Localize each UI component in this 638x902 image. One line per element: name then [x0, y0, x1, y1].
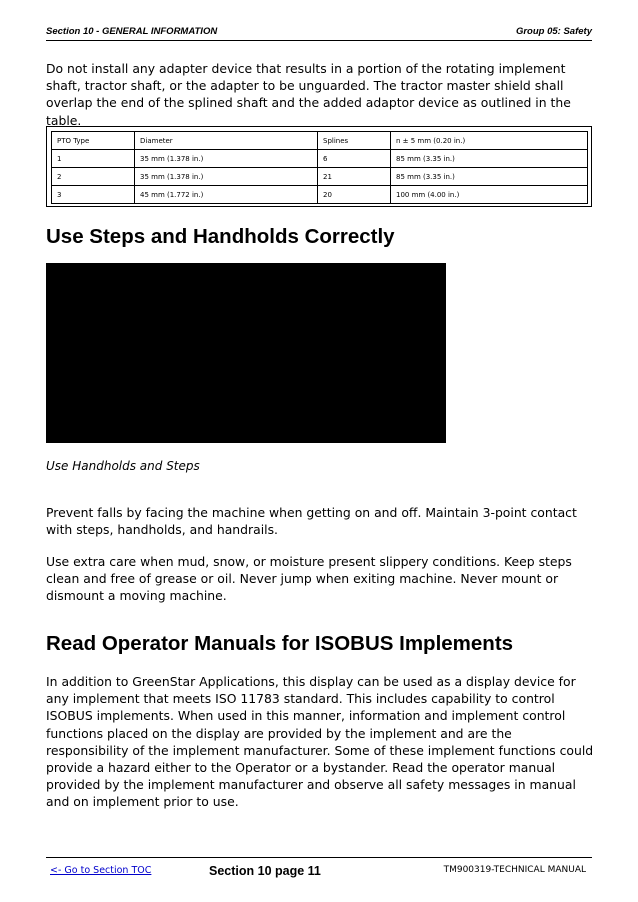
table-header-cell: n ± 5 mm (0.20 in.): [391, 132, 588, 150]
table-header-cell: Diameter: [135, 132, 318, 150]
isobus-paragraph: In addition to GreenStar Applications, this display can be used as a display device for any implement that meets ISO 11783 standard. This includes capability to control ISOBUS implements. When used in this manner, information and implement control functions placed on the display are provided by the implement and are the responsibility of the implement manufacturer. Some of these implement functions could provide a hazard either to the Operator or a bystander. Read the operator manual provided by the implement manufacturer and observe all safety messages in manual and on implement prior to use.: [46, 674, 594, 810]
isobus-heading: Read Operator Manuals for ISOBUS Implements: [46, 632, 514, 655]
header-divider: [46, 40, 592, 41]
pto-table-frame: [46, 126, 592, 207]
image-caption: Use Handholds and Steps: [46, 459, 200, 473]
page-number: Section 10 page 11: [209, 864, 321, 878]
table-header-cell: Splines: [318, 132, 391, 150]
section-toc-link[interactable]: <- Go to Section TOC: [50, 865, 152, 876]
steps-paragraph-2: Use extra care when mud, snow, or moisture present slippery conditions. Keep steps clean and free of grease or oil. Never jump when exiting machine. Never mount or dismount a moving machine.: [46, 554, 572, 604]
table-cell: 21: [318, 168, 391, 186]
table-cell: 1: [52, 150, 135, 168]
table-cell: 35 mm (1.378 in.): [135, 168, 318, 186]
footer-divider: [46, 857, 592, 858]
section-label: Section 10 - GENERAL INFORMATION: [46, 26, 218, 37]
manual-id: TM900319-TECHNICAL MANUAL: [443, 865, 586, 875]
pto-table: [51, 131, 588, 204]
table-row: [52, 168, 588, 186]
table-cell: 100 mm (4.00 in.): [391, 186, 588, 204]
table-cell: 45 mm (1.772 in.): [135, 186, 318, 204]
table-cell: 85 mm (3.35 in.): [391, 168, 588, 186]
steps-heading: Use Steps and Handholds Correctly: [46, 225, 395, 248]
table-row: [52, 186, 588, 204]
page-footer: [46, 864, 592, 880]
steps-paragraph-1: Prevent falls by facing the machine when getting on and off. Maintain 3-point contact with steps, handholds, and handrails.: [46, 505, 577, 538]
table-cell: 2: [52, 168, 135, 186]
table-cell: 85 mm (3.35 in.): [391, 150, 588, 168]
table-cell: 20: [318, 186, 391, 204]
table-header-row: [52, 132, 588, 150]
intro-paragraph: Do not install any adapter device that results in a portion of the rotating implement shaft, tractor shaft, or the adapter to be unguarded. The tractor master shield shall overlap the end of the splined shaft and the added adaptor device as outlined in the table.: [46, 61, 571, 128]
table-row: [52, 150, 588, 168]
group-label: Group 05: Safety: [515, 26, 592, 37]
table-cell: 3: [52, 186, 135, 204]
handholds-image: [46, 263, 446, 443]
page-header: [46, 26, 592, 40]
table-header-cell: PTO Type: [52, 132, 135, 150]
table-cell: 6: [318, 150, 391, 168]
table-cell: 35 mm (1.378 in.): [135, 150, 318, 168]
